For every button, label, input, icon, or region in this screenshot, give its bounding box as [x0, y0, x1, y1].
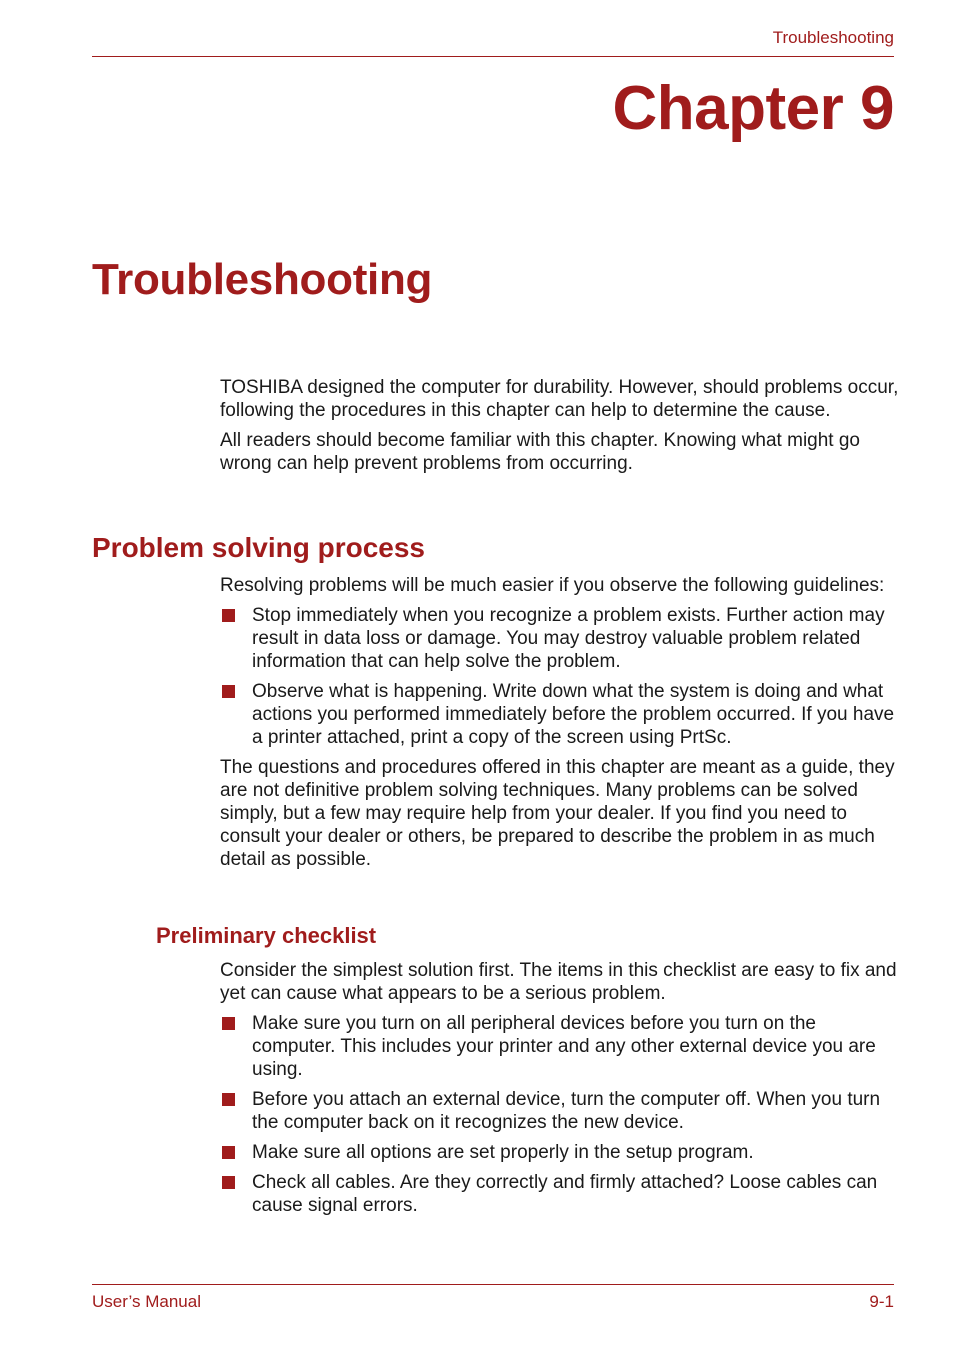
list-item-text: Before you attach an external device, turn the computer off. When you turn the computer back on it recognizes the new device.	[252, 1089, 881, 1133]
footer-manual-label: User’s Manual	[92, 1292, 201, 1311]
bullet-square-icon	[222, 1176, 235, 1189]
checklist-lead: Consider the simplest solution first. The items in this checklist are easy to fix and yet can cause what appears to be a serious problem.	[220, 960, 897, 1004]
problem-solving-lead: Resolving problems will be much easier if you observe the following guidelines:	[220, 575, 885, 596]
list-item	[220, 1012, 900, 1081]
list-item-text: Make sure you turn on all peripheral devices before you turn on the computer. This includes your printer and any other external device you are using.	[252, 1013, 876, 1080]
intro-section	[220, 376, 900, 475]
problem-solving-closing: The questions and procedures offered in this chapter are meant as a guide, they are not definitive problem solving techniques. Many problems can be solved simply, but a few may require help from your dealer. If you find you need to consult your dealer or others, be prepared to describe the problem in as much detail as possible.	[220, 757, 895, 870]
running-header: Troubleshooting	[772, 28, 894, 47]
list-item	[220, 604, 900, 673]
section-heading-problem-solving: Problem solving process	[92, 532, 425, 563]
bullet-square-icon	[222, 685, 235, 698]
list-item	[220, 680, 900, 749]
chapter-label: Chapter 9	[612, 74, 894, 143]
list-item	[220, 1088, 900, 1134]
header-rule	[92, 56, 894, 57]
bullet-square-icon	[222, 1017, 235, 1030]
bullet-square-icon	[222, 609, 235, 622]
list-item	[220, 1171, 900, 1217]
subsection-heading-checklist: Preliminary checklist	[156, 923, 377, 948]
intro-paragraph: TOSHIBA designed the computer for durability. However, should problems occur, following the procedures in this chapter can help to determine the cause.	[220, 377, 899, 421]
page-number: 9-1	[869, 1292, 894, 1311]
list-item-text: Observe what is happening. Write down what the system is doing and what actions you performed immediately before the problem occurred. If you have a printer attached, print a copy of the screen using PrtSc.	[252, 681, 895, 748]
list-item	[220, 1141, 900, 1164]
page-title: Troubleshooting	[92, 255, 433, 304]
list-item-text: Make sure all options are set properly in the setup program.	[252, 1142, 754, 1163]
bullet-square-icon	[222, 1146, 235, 1159]
intro-paragraph: All readers should become familiar with this chapter. Knowing what might go wrong can help prevent problems from occurring.	[220, 430, 860, 474]
list-item-text: Check all cables. Are they correctly and firmly attached? Loose cables can cause signal errors.	[252, 1172, 878, 1216]
problem-solving-section	[220, 574, 900, 871]
checklist-section	[220, 959, 900, 1217]
list-item-text: Stop immediately when you recognize a problem exists. Further action may result in data loss or damage. You may destroy valuable problem related information that can help solve the problem.	[252, 605, 885, 672]
footer-rule	[92, 1284, 894, 1285]
bullet-square-icon	[222, 1093, 235, 1106]
